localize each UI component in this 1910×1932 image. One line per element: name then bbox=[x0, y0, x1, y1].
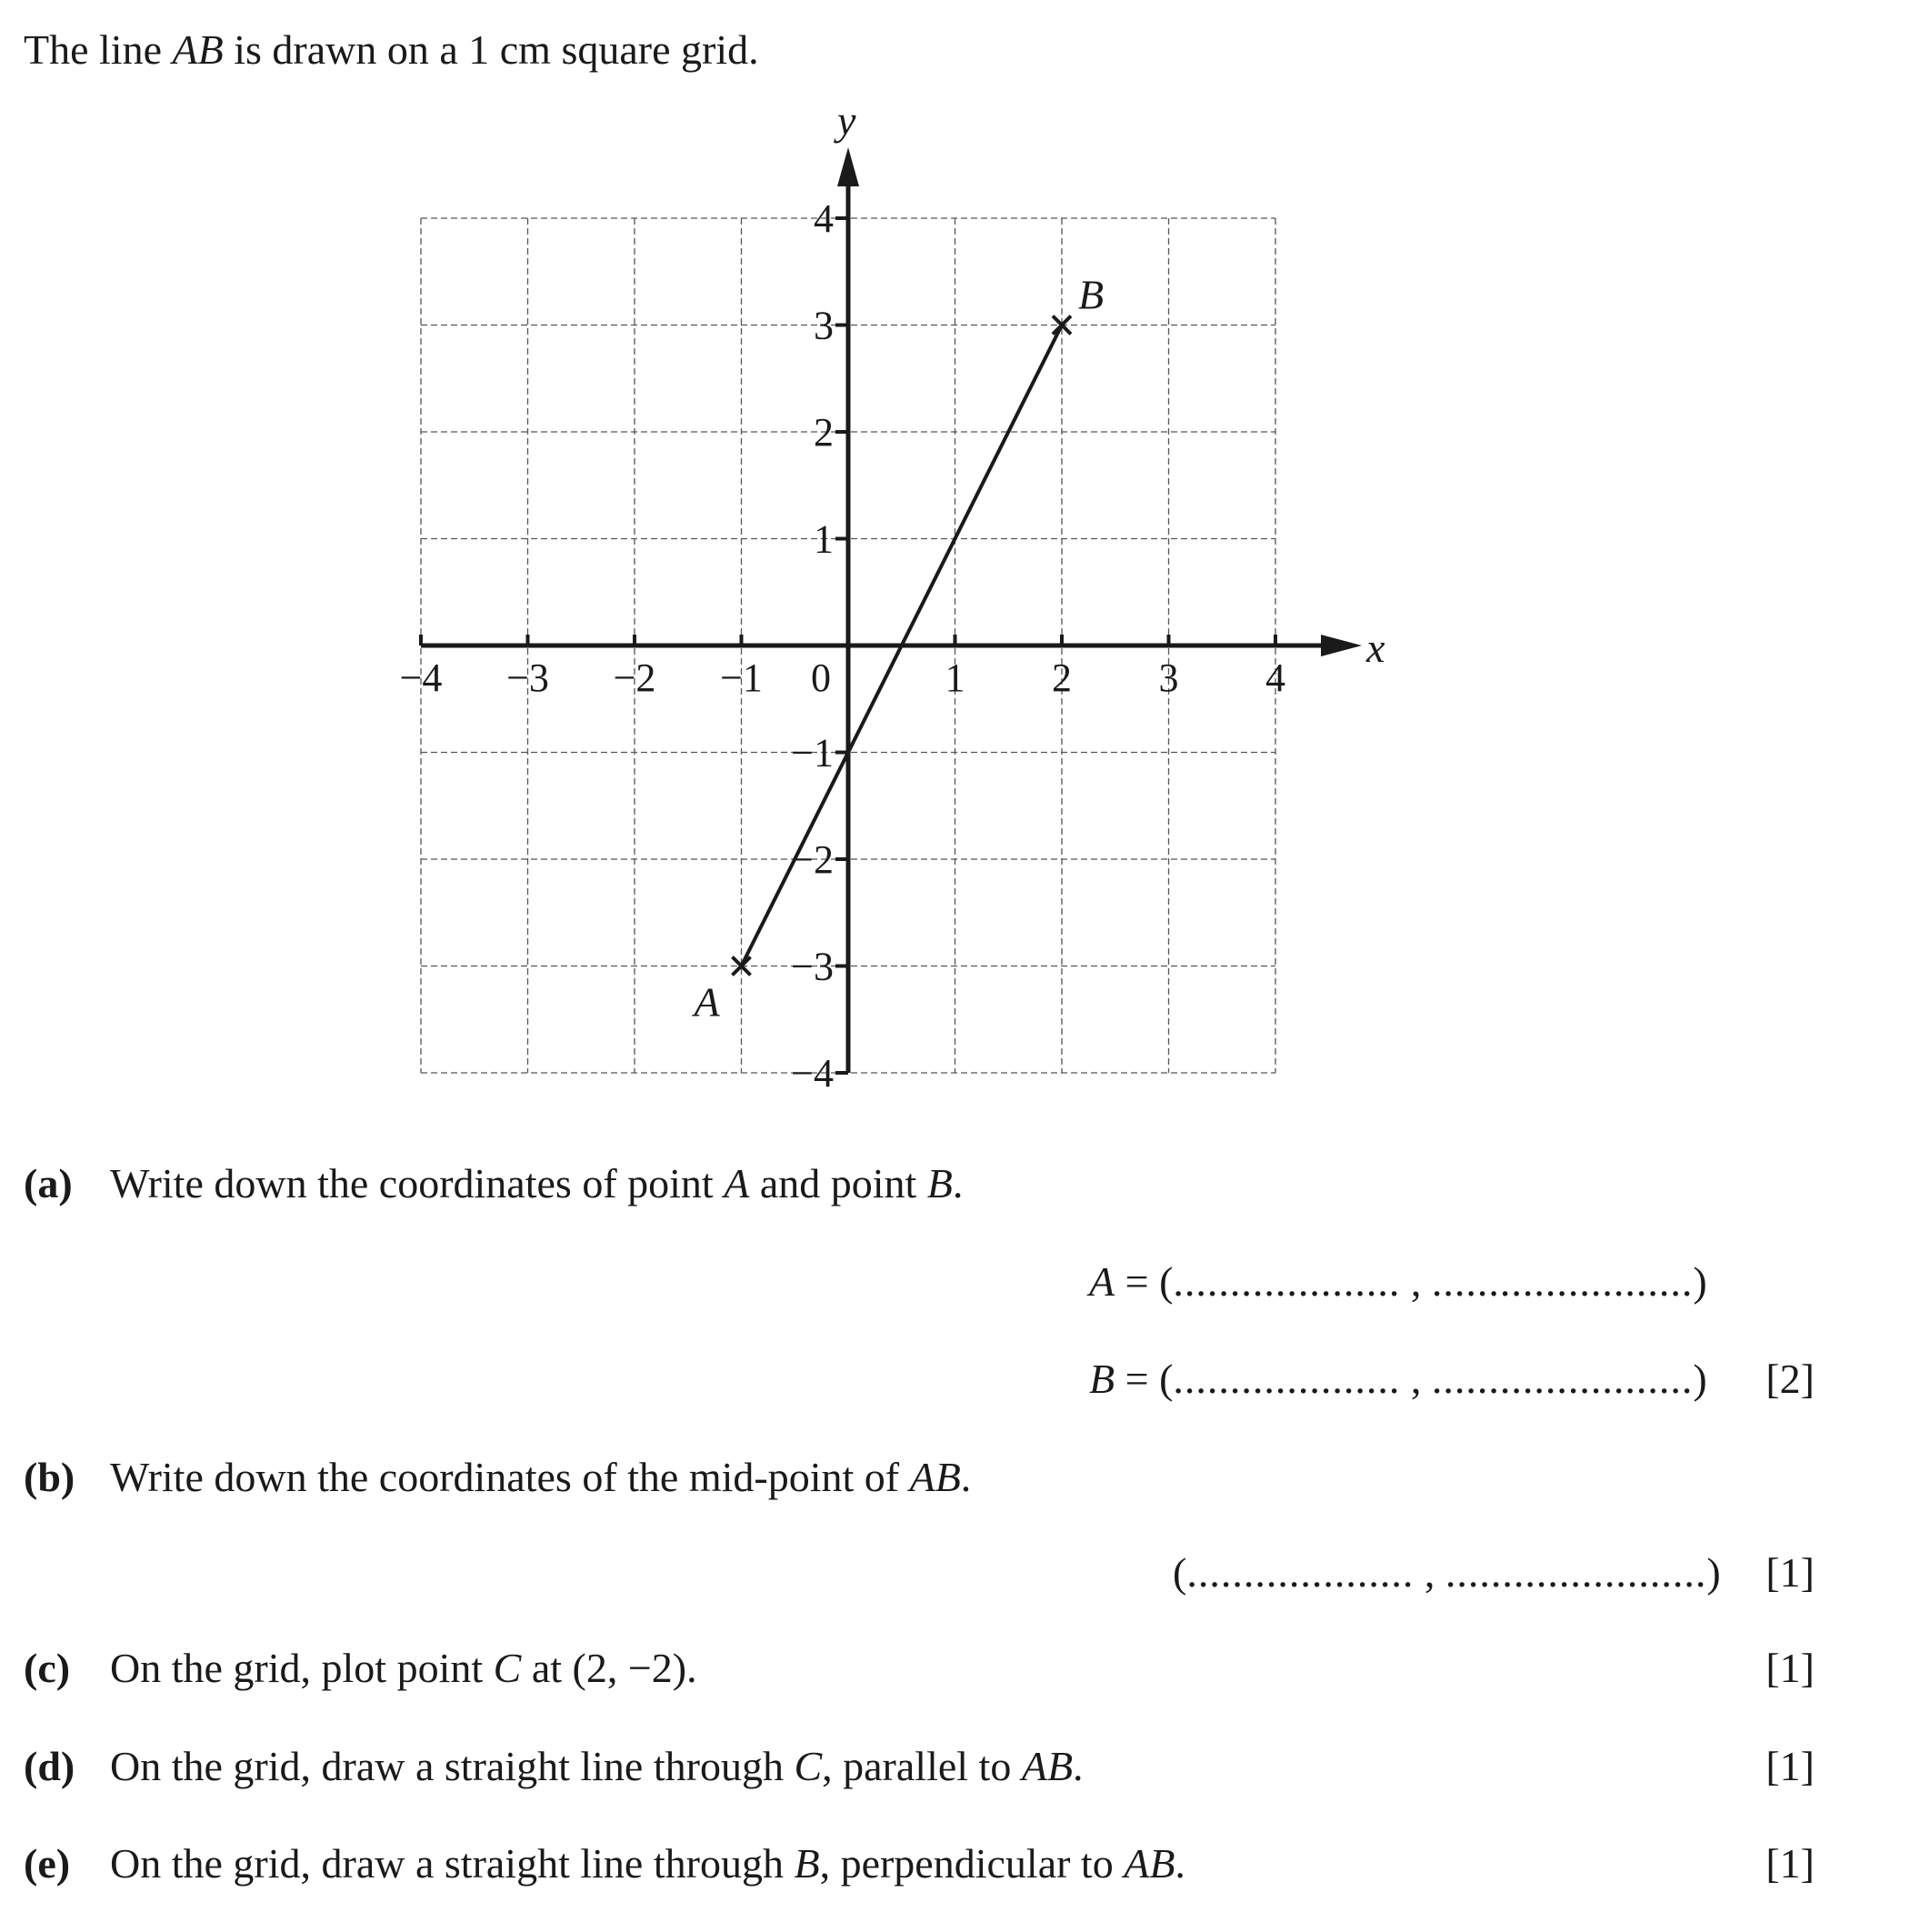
y-tick-label: −1 bbox=[791, 730, 834, 776]
question-e: (e) On the grid, draw a straight line through B, perpendicular to AB. bbox=[24, 1840, 1185, 1887]
y-tick-label: −2 bbox=[791, 837, 834, 882]
y-tick-label: −3 bbox=[791, 944, 834, 989]
marks-c: [1] bbox=[1765, 1645, 1815, 1691]
marks-d: [1] bbox=[1765, 1743, 1815, 1789]
x-tick-label: 2 bbox=[1052, 656, 1072, 700]
y-axis-label: y bbox=[837, 97, 856, 144]
x-axis-arrow bbox=[1321, 635, 1362, 656]
y-tick-label: 3 bbox=[814, 303, 834, 348]
question-a: (a) Write down the coordinates of point A and point B. bbox=[24, 1160, 964, 1206]
origin-label: 0 bbox=[811, 656, 831, 700]
y-tick-label: −4 bbox=[791, 1051, 834, 1096]
point-label-b: B bbox=[1077, 271, 1105, 318]
y-axis-arrow bbox=[837, 147, 859, 186]
point-label-a: A bbox=[694, 978, 720, 1026]
question-d: (d) On the grid, draw a straight line through C, parallel to AB. bbox=[24, 1743, 1084, 1789]
marks-e: [1] bbox=[1765, 1840, 1815, 1887]
x-tick-label: −1 bbox=[720, 656, 763, 700]
x-tick-label: 4 bbox=[1265, 656, 1285, 700]
answer-line-midpoint[interactable]: (.................... , .......................) bbox=[1173, 1549, 1721, 1596]
labels bbox=[400, 97, 1385, 1096]
answer-line-b[interactable]: B = (.................... , .......................) bbox=[1089, 1356, 1707, 1402]
y-tick-label: 4 bbox=[814, 196, 834, 241]
question-b: (b) Write down the coordinates of the mid-point of AB. bbox=[24, 1454, 972, 1500]
y-tick-label: 2 bbox=[814, 410, 834, 455]
intro-text: The line AB is drawn on a 1 cm square grid. bbox=[24, 26, 759, 73]
x-tick-label: −2 bbox=[613, 656, 656, 700]
x-tick-label: −3 bbox=[506, 656, 549, 700]
y-tick-label: 1 bbox=[814, 516, 834, 562]
marks-b: [1] bbox=[1765, 1549, 1815, 1596]
axes bbox=[421, 147, 1362, 1073]
x-tick-label: −4 bbox=[399, 656, 443, 700]
question-c: (c) On the grid, plot point C at (2, −2). bbox=[24, 1645, 697, 1691]
answer-line-a[interactable]: A = (.................... , .......................) bbox=[1089, 1258, 1707, 1305]
x-axis-label: x bbox=[1366, 625, 1385, 671]
marks-a: [2] bbox=[1765, 1356, 1815, 1402]
x-tick-label: 1 bbox=[945, 656, 965, 700]
x-tick-label: 3 bbox=[1158, 656, 1179, 700]
